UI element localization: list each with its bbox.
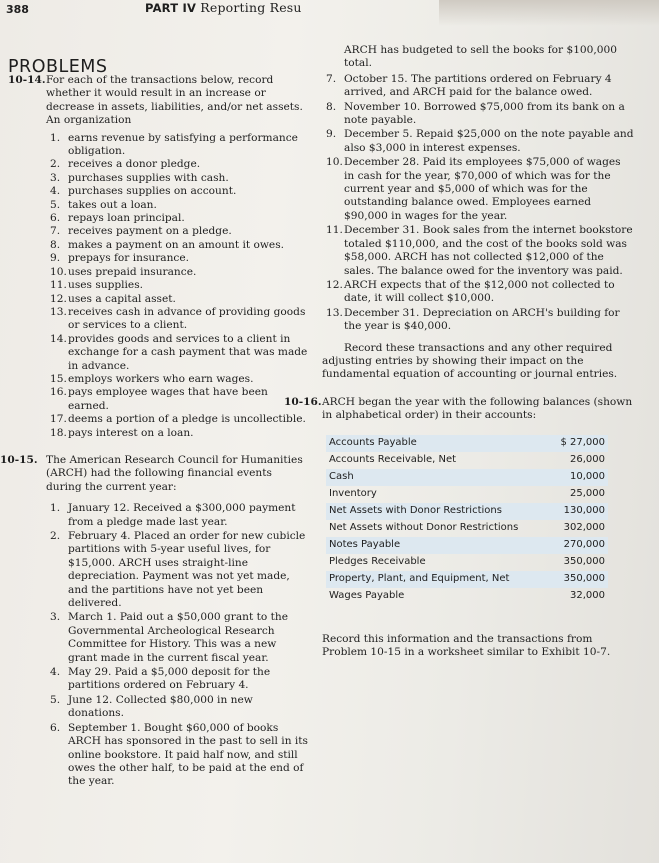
- account-name: Accounts Receivable, Net: [329, 454, 457, 466]
- item-text: ARCH expects that of the $12,000 not collected to date, it will collect $10,000.: [344, 278, 615, 305]
- table-row: [326, 588, 608, 605]
- table-row: [326, 520, 608, 537]
- account-name: Inventory: [329, 488, 377, 500]
- list-item: [46, 333, 308, 373]
- running-header: [145, 0, 302, 15]
- item-text: May 29. Paid a $5,000 deposit for the partitions ordered on February 4.: [68, 666, 271, 692]
- account-name: Pledges Receivable: [329, 556, 426, 568]
- account-name: Wages Payable: [329, 590, 405, 602]
- item-number: 1.: [50, 502, 61, 515]
- table-row: [326, 486, 608, 503]
- list-item: [46, 666, 308, 693]
- item-number: 7.: [50, 225, 61, 238]
- item-text: December 31. Book sales from the internet bookstore totaled $110,000, and the cost of the books sold was $58,000. ARCH has not collected $12,000 of the sales. The balance owed for the inventory was paid.: [344, 224, 633, 277]
- item-text: October 15. The partitions ordered on February 4 arrived, and ARCH paid for the balance owed.: [344, 72, 612, 99]
- item-number: 5.: [50, 693, 61, 706]
- account-amount: 302,000: [563, 522, 605, 534]
- item-number: 4.: [50, 185, 61, 198]
- event-list: [46, 502, 308, 789]
- item-number: 12.: [326, 278, 343, 291]
- list-item: [46, 279, 308, 292]
- event-list-continued: [322, 73, 634, 334]
- item-text: March 1. Paid out a $50,000 grant to the Governmental Archeological Research Committee for History. This was a new grant made in the current fiscal year.: [68, 611, 288, 664]
- list-item: [46, 413, 308, 426]
- list-item: [46, 427, 308, 440]
- account-name: Net Assets without Donor Restrictions: [329, 522, 519, 534]
- list-item: [46, 722, 308, 789]
- table-row: [326, 503, 608, 520]
- account-name: Notes Payable: [326, 537, 550, 554]
- list-item: [46, 199, 308, 212]
- account-name: Cash: [326, 469, 550, 486]
- problem-number: 10-14.: [8, 74, 46, 86]
- table-row: [326, 571, 608, 588]
- item-number: 9.: [326, 128, 337, 141]
- list-item: [46, 386, 308, 413]
- item-text: February 4. Placed an order for new cubicle partitions with 5-year useful lives, for $15,000. ARCH uses straight-line depreciation. Payment was not yet made, and the partitions have not yet been delivered.: [68, 530, 306, 610]
- item-number: 17.: [50, 413, 67, 426]
- list-item: [322, 279, 634, 306]
- item-number: 18.: [50, 426, 67, 439]
- list-item: [46, 530, 308, 610]
- list-item: [46, 373, 308, 386]
- item-number: 2.: [50, 158, 61, 171]
- list-item: [46, 239, 308, 252]
- problem-10-14: [8, 74, 308, 440]
- account-amount: 270,000: [550, 537, 608, 554]
- list-item: [46, 502, 308, 529]
- list-item: [46, 266, 308, 279]
- item-text: receives payment on a pledge.: [68, 225, 232, 238]
- item-number: 8.: [50, 238, 61, 251]
- item-text: purchases supplies with cash.: [68, 171, 229, 184]
- item-number: 10.: [50, 265, 67, 278]
- item-number: 16.: [50, 386, 67, 399]
- item-number: 13.: [50, 305, 67, 318]
- item-number: 8.: [326, 100, 337, 113]
- item-text: January 12. Received a $300,000 payment from a pledge made last year.: [68, 502, 296, 528]
- item-text: repays loan principal.: [68, 212, 185, 225]
- left-column: [0, 64, 308, 790]
- account-amount: 130,000: [550, 503, 608, 520]
- page-header: [0, 0, 659, 22]
- item-number: 6.: [50, 721, 61, 734]
- item-number: 9.: [50, 252, 61, 265]
- item-text: receives cash in advance of providing goods or services to a client.: [68, 305, 306, 332]
- item-text: November 10. Borrowed $75,000 from its bank on a note payable.: [344, 100, 625, 127]
- item-text: June 12. Collected $80,000 in new donations.: [68, 693, 253, 720]
- page-number: 388: [6, 3, 29, 16]
- list-item: [46, 132, 308, 159]
- account-amount: 350,000: [550, 571, 608, 588]
- problem-number: 10-16.: [284, 395, 322, 408]
- list-item: [46, 293, 308, 306]
- item-number: 11.: [50, 279, 67, 292]
- list-item: [322, 224, 634, 278]
- list-item: [46, 172, 308, 185]
- item-text: makes a payment on an amount it owes.: [68, 238, 284, 251]
- item-text: prepays for insurance.: [68, 252, 189, 265]
- item-text: receives a donor pledge.: [68, 158, 201, 171]
- item-number: 11.: [326, 224, 343, 237]
- problem-intro: For each of the transactions below, record whether it would result in an increase or decrease in assets, liabilities, and/or net assets. An organization: [46, 74, 303, 127]
- list-item: [322, 128, 634, 155]
- item-text: uses a capital asset.: [68, 292, 176, 305]
- item-text: provides goods and services to a client in exchange for a cash payment that was made in advance.: [68, 332, 308, 372]
- table-row: [326, 537, 608, 554]
- opening-balances-table: [326, 435, 608, 605]
- item-number: 7.: [326, 72, 337, 85]
- item-number: 13.: [326, 306, 343, 319]
- item-text: pays employee wages that have been earned.: [68, 386, 268, 412]
- item-number: 5.: [50, 198, 61, 211]
- account-amount: 350,000: [563, 556, 605, 568]
- table-row: [326, 435, 608, 452]
- list-item: [46, 225, 308, 238]
- item-text: September 1. Bought $60,000 of books ARCH has sponsored in the past to sell in its online bookstore. It paid half now, and still owes the other half, to be paid at the end of the year.: [68, 721, 308, 788]
- account-name: Property, Plant, and Equipment, Net: [326, 571, 550, 588]
- list-item: [322, 307, 634, 334]
- list-item: [46, 306, 308, 333]
- item-number: 10.: [326, 156, 343, 169]
- item-number: 3.: [50, 611, 61, 624]
- item-number: 12.: [50, 292, 67, 305]
- problem-10-15: [0, 454, 308, 789]
- problem-intro: The American Research Council for Humanities (ARCH) had the following financial events during the current year:: [46, 453, 303, 493]
- item-text: uses prepaid insurance.: [68, 265, 197, 278]
- problem-10-16: [284, 396, 634, 660]
- account-amount: $ 27,000: [550, 435, 608, 452]
- item-text: December 31. Depreciation on ARCH's building for the year is $40,000.: [344, 306, 620, 333]
- list-item: [46, 694, 308, 721]
- item-text: uses supplies.: [68, 279, 144, 292]
- list-item: [46, 212, 308, 225]
- item-text: earns revenue by satisfying a performance obligation.: [68, 131, 298, 158]
- account-amount: 25,000: [570, 488, 605, 500]
- problem-10-16-instruction: Record this information and the transactions from Problem 10-15 in a worksheet similar to Exhibit 10-7.: [322, 632, 611, 658]
- account-name: Net Assets with Donor Restrictions: [326, 503, 550, 520]
- account-amount: 26,000: [570, 454, 605, 466]
- item-text: deems a portion of a pledge is uncollectible.: [68, 413, 306, 426]
- account-name: Accounts Payable: [326, 435, 550, 452]
- item-text: takes out a loan.: [68, 198, 157, 211]
- table-row: [326, 469, 608, 486]
- table-row: [326, 452, 608, 469]
- part-label: PART IV: [145, 1, 197, 15]
- item-text: employs workers who earn wages.: [68, 372, 254, 385]
- right-column: [284, 44, 634, 659]
- running-title: Reporting Resu: [200, 0, 302, 15]
- item-text: December 28. Paid its employees $75,000 of wages in cash for the year, $70,000 of which was for the current year and $5,000 of which was for the outstanding balance owed. Employees earned $90,000 in wages for the year.: [344, 156, 621, 222]
- list-item: [46, 611, 308, 665]
- list-item: [322, 73, 634, 100]
- item-number: 3.: [50, 171, 61, 184]
- item-text: purchases supplies on account.: [68, 185, 237, 198]
- item-number: 4.: [50, 666, 61, 679]
- problem-number: 10-15.: [0, 453, 38, 466]
- transaction-list: [46, 132, 308, 440]
- item-number: 6.: [50, 212, 61, 225]
- problem-intro: ARCH began the year with the following balances (shown in alphabetical order) in their accounts:: [322, 395, 633, 422]
- list-item: [46, 185, 308, 198]
- item-number: 15.: [50, 372, 67, 385]
- event-6-continuation: ARCH has budgeted to sell the books for $100,000 total.: [344, 44, 618, 70]
- account-amount: 32,000: [570, 590, 605, 602]
- table-row: [326, 554, 608, 571]
- item-number: 14.: [50, 332, 67, 345]
- problem-10-15-closing: Record these transactions and any other required adjusting entries by showing their impact on the fundamental equation of accounting or journal entries.: [322, 341, 618, 381]
- list-item: [322, 101, 634, 128]
- list-item: [46, 158, 308, 171]
- section-title: PROBLEMS: [8, 56, 108, 77]
- item-number: 2.: [50, 530, 61, 542]
- list-item: [322, 156, 634, 223]
- item-text: December 5. Repaid $25,000 on the note payable and also $3,000 in interest expenses.: [344, 128, 634, 154]
- item-number: 1.: [50, 131, 61, 144]
- account-amount: 10,000: [550, 469, 608, 486]
- item-text: pays interest on a loan.: [68, 426, 194, 439]
- list-item: [46, 252, 308, 265]
